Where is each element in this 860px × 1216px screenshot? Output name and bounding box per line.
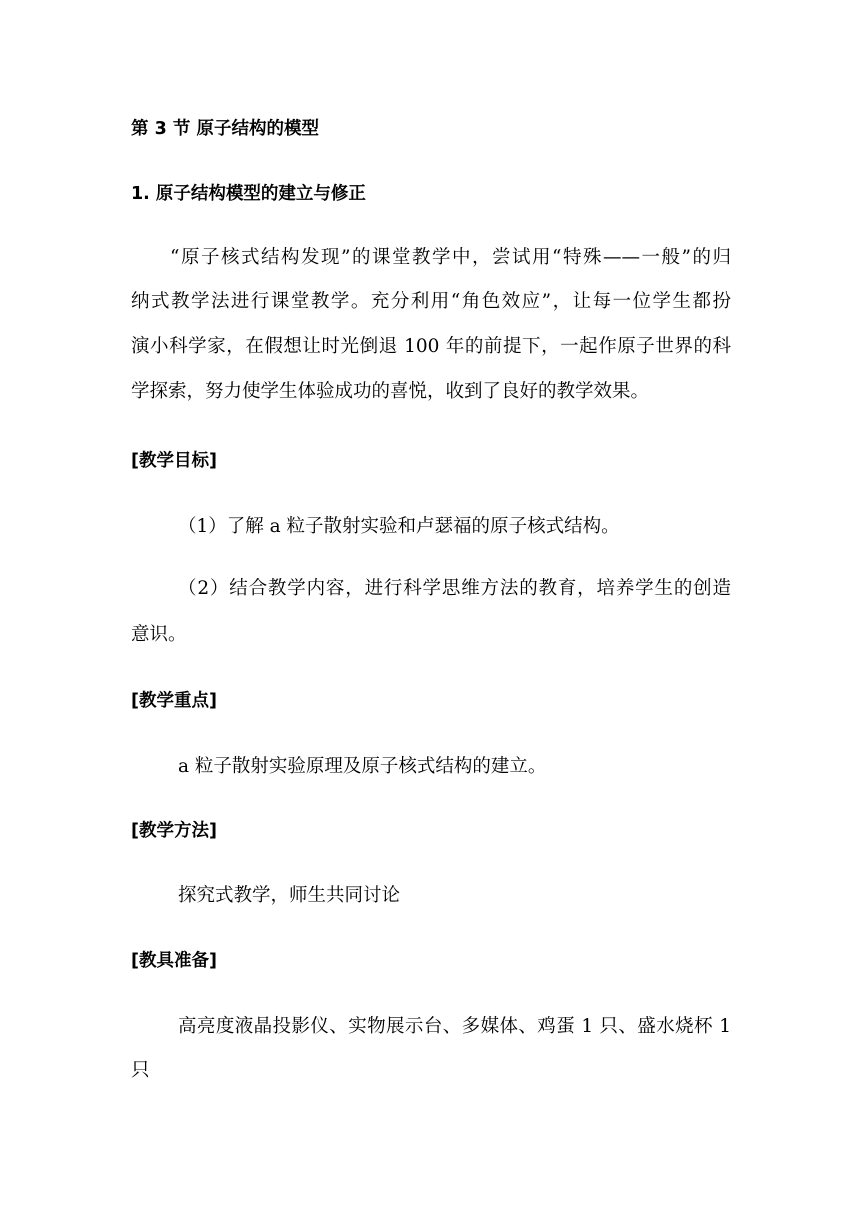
intro-line-4: 学探索，努力使学生体验成功的喜悦，收到了良好的教学效果。 [131, 381, 650, 402]
intro-line-1: “原子核式结构发现”的课堂教学中，尝试用“特殊——一般”的归 [170, 247, 731, 268]
objective-item-1: （1）了解 a 粒子散射实验和卢瑟福的原子核式结构。 [178, 516, 620, 537]
intro-line-3: 演小科学家，在假想让时光倒退 100 年的前提下，一起作原子世界的科 [131, 336, 731, 357]
equipment-text-line-1: 高亮度液晶投影仪、实物展示台、多媒体、鸡蛋 1 只、盛水烧杯 1 [178, 1016, 731, 1037]
equipment-text-line-2: 只 [131, 1060, 150, 1081]
objective-item-2-line-2: 意识。 [131, 624, 187, 645]
equipment-heading: [教具准备] [131, 951, 217, 971]
section-title: 第 3 节 原子结构的模型 [131, 119, 319, 139]
objectives-heading: [教学目标] [131, 451, 217, 471]
key-points-text: a 粒子散射实验原理及原子核式结构的建立。 [178, 756, 547, 777]
intro-line-2: 纳式教学法进行课堂教学。充分利用“角色效应”，让每一位学生都扮 [131, 291, 731, 312]
objective-item-2-line-1: （2）结合教学内容，进行科学思维方法的教育，培养学生的创造 [178, 578, 731, 599]
subsection-title: 1. 原子结构模型的建立与修正 [131, 184, 366, 204]
methods-heading: [教学方法] [131, 821, 217, 841]
methods-text: 探究式教学，师生共同讨论 [178, 885, 401, 906]
key-points-heading: [教学重点] [131, 691, 217, 711]
